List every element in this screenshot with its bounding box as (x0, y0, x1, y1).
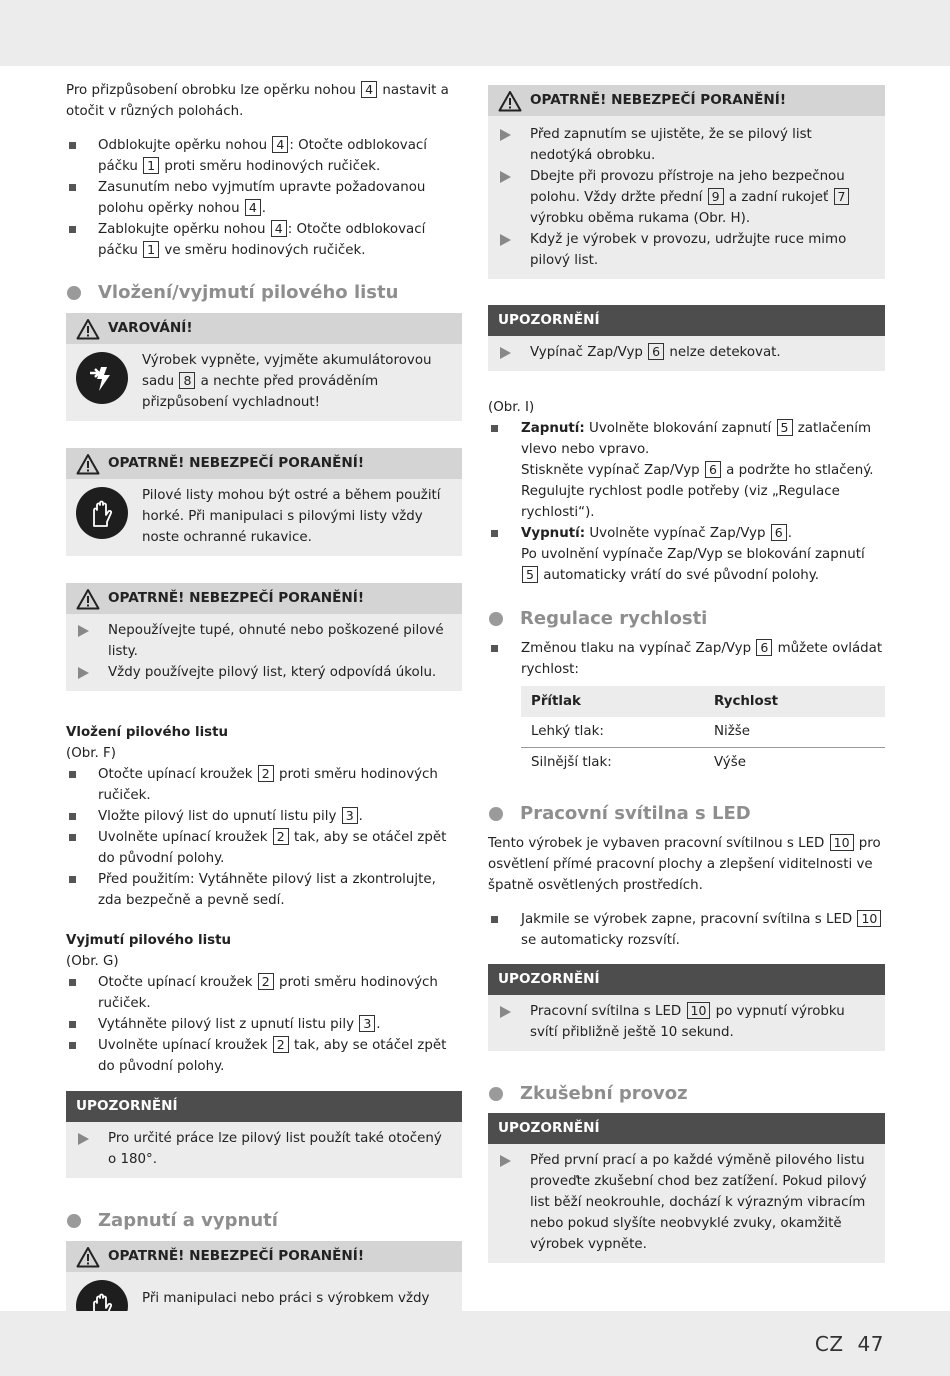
caution-box (488, 85, 885, 279)
ref-number: 4 (361, 81, 377, 98)
item-text: : Otočte odblokovací páčku (98, 138, 427, 174)
item-text: . (376, 1017, 381, 1032)
ref-number: 1 (143, 157, 159, 174)
item-text: automaticky vrátí do své původní polohy. (543, 568, 820, 583)
intro-text-b: nastavit a otočit v různých polohách. (66, 83, 449, 119)
caution-title: OPATRNĚ! NEBEZPEČÍ PORANĚNÍ! (108, 1248, 365, 1264)
list-item (498, 166, 875, 229)
caution-header (66, 583, 462, 614)
top-band (0, 0, 950, 66)
note-body (488, 995, 885, 1051)
item-text: Otočte upínací kroužek (98, 975, 253, 990)
table-row (521, 717, 885, 747)
warning-title: VAROVÁNÍ! (108, 320, 193, 336)
list-item: Pro určité práce lze pilový list použít také otočený o 180°. (76, 1128, 452, 1170)
figure-ref: (Obr. I) (488, 400, 535, 415)
item-text: proti směru hodinových ručiček. (98, 767, 438, 803)
list-item: Vždy používejte pilový list, který odpovídá úkolu. (76, 662, 452, 683)
warning-text-a: Výrobek vypněte, vyjměte akumulátorovou sadu (142, 353, 432, 389)
caution-body (66, 479, 462, 556)
caution-box (66, 448, 462, 556)
ref-number: 5 (777, 419, 793, 436)
column-header: Rychlost (704, 686, 885, 717)
page-number: 47 (857, 1332, 884, 1356)
page-footer (815, 1332, 884, 1356)
item-text: proti směru hodinových ručiček. (98, 975, 438, 1011)
language-code: CZ (814, 1332, 844, 1356)
list-item (498, 342, 875, 363)
list-item (66, 219, 462, 261)
item-text: Uvolněte upínací kroužek (98, 830, 268, 845)
ref-number: 4 (272, 136, 288, 153)
note-box (488, 305, 885, 371)
insert-blade-section (66, 722, 462, 911)
section-heading: Pracovní svítilna s LED (488, 802, 885, 826)
remove-battery-icon (76, 352, 128, 404)
ref-number: 6 (756, 639, 772, 656)
item-text: Vytáhněte pilový list z upnutí listu pily (98, 1017, 355, 1032)
ref-number: 10 (830, 834, 854, 851)
ref-number: 6 (648, 343, 664, 360)
list-item: Před zapnutím se ujistěte, že se pilový list nedotýká obrobku. (498, 124, 875, 166)
remove-blade-section (66, 930, 462, 1077)
item-text: Vložte pilový list do upnutí listu pily (98, 809, 337, 824)
table-row (521, 747, 885, 777)
speed-table (521, 686, 885, 777)
gloves-icon (76, 487, 128, 539)
item-text: proti směru hodinových ručiček. (164, 159, 381, 174)
table-cell: Výše (714, 754, 746, 770)
item-text: výrobku oběma rukama (Obr. H). (530, 211, 751, 226)
warning-header (66, 313, 462, 344)
item-text: tak, aby se otáčel zpět do původní polohy. (98, 830, 447, 866)
figure-ref: (Obr. G) (66, 954, 119, 969)
ref-number: 1 (143, 241, 159, 258)
item-text: Tento výrobek je vybaven pracovní svítilnou s LED (488, 836, 825, 851)
ref-number: 3 (359, 1015, 375, 1032)
table-cell: Nižše (704, 717, 885, 747)
warning-triangle-icon (76, 318, 100, 340)
item-text: Pracovní svítilna s LED (530, 1004, 682, 1019)
item-text: Dbejte při provozu přístroje na jeho bezpečnou polohu. Vždy držte přední (530, 169, 845, 205)
item-label: Zapnutí: (521, 421, 585, 436)
warning-box (66, 313, 462, 421)
note-box (488, 964, 885, 1051)
caution-text: Při manipulaci nebo práci s výrobkem vždy (142, 1291, 430, 1306)
warning-triangle-icon (76, 588, 100, 610)
item-text: . (787, 526, 792, 541)
note-header: UPOZORNĚNÍ (488, 1113, 885, 1144)
caution-title: OPATRNĚ! NEBEZPEČÍ PORANĚNÍ! (530, 92, 787, 108)
caution-box (66, 583, 462, 691)
list-item (66, 869, 462, 911)
item-text: Uvolněte upínací kroužek (98, 1038, 268, 1053)
ref-number: 10 (857, 910, 881, 927)
warning-triangle-icon (76, 1246, 100, 1268)
item-text: tak, aby se otáčel zpět do původní polohy. (98, 1038, 447, 1074)
ref-number: 9 (708, 188, 724, 205)
list-item (66, 1014, 462, 1035)
warning-triangle-icon (76, 453, 100, 475)
section-heading: Regulace rychlosti (488, 607, 885, 631)
item-text: Zablokujte opěrku nohou (98, 222, 266, 237)
item-text: a podržte ho stlačený. (726, 463, 874, 478)
caution-header (488, 85, 885, 116)
item-text: nelze detekovat. (669, 345, 781, 360)
item-text: Uvolněte blokování zapnutí (589, 421, 772, 436)
item-text: Odblokujte opěrku nohou (98, 138, 268, 153)
ref-number: 8 (179, 372, 195, 389)
ref-number: 4 (271, 220, 287, 237)
list-item: Když je výrobek v provozu, udržujte ruce mimo pilový list. (498, 229, 875, 271)
ref-number: 2 (273, 828, 289, 845)
list-item (66, 827, 462, 869)
caution-header (66, 1241, 462, 1272)
item-text: pro osvětlení přímé pracovní plochy a zlepšení viditelnosti ve špatně osvětlených prostředích. (488, 836, 881, 893)
table-cell: Lehký tlak: (521, 717, 704, 747)
note-body (488, 1144, 885, 1263)
item-text: Regulujte rychlost podle potřeby (viz „Regulace rychlosti“). (521, 484, 840, 520)
ref-number: 2 (258, 765, 274, 782)
left-column (66, 80, 462, 1340)
item-text: Uvolněte vypínač Zap/Vyp (589, 526, 766, 541)
item-label: Vypnutí: (521, 526, 586, 541)
note-header: UPOZORNĚNÍ (488, 305, 885, 336)
list-item-switch-off (488, 523, 885, 586)
item-text: Změnou tlaku na vypínač Zap/Vyp (521, 641, 752, 656)
item-text: Jakmile se výrobek zapne, pracovní svítilna s LED (521, 912, 853, 927)
ref-number: 7 (834, 188, 850, 205)
section-heading: Zapnutí a vypnutí (66, 1209, 462, 1233)
list-item (66, 764, 462, 806)
led-intro-paragraph (488, 833, 885, 896)
ref-number: 6 (771, 524, 787, 541)
list-item (66, 972, 462, 1014)
note-box (66, 1091, 462, 1178)
intro-text-a: Pro přizpůsobení obrobku lze opěrku nohou (66, 83, 356, 98)
caution-body (66, 614, 462, 691)
item-text: : Otočte odblokovací páčku (98, 222, 426, 258)
bottom-band (0, 1311, 950, 1376)
item-text: Otočte upínací kroužek (98, 767, 253, 782)
note-header: UPOZORNĚNÍ (488, 964, 885, 995)
section-heading: Zkušební provoz (488, 1082, 885, 1106)
list-item (66, 135, 462, 177)
item-text: Před použitím: Vytáhněte pilový list a zkontrolujte, zda bezpečně a pevně sedí. (98, 872, 436, 908)
ref-number: 2 (273, 1036, 289, 1053)
list-item (488, 909, 885, 951)
list-item: Nepoužívejte tupé, ohnuté nebo poškozené pilové listy. (76, 620, 452, 662)
ref-number: 10 (687, 1002, 711, 1019)
caution-text: Pilové listy mohou být ostré a během použití horké. Při manipulaci s pilovými listy vždy noste ochranné rukavice. (142, 488, 441, 545)
table-header-row (521, 686, 885, 717)
ref-number: 4 (245, 199, 261, 216)
item-text: Stiskněte vypínač Zap/Vyp (521, 463, 700, 478)
subheading: Vložení pilového listu (66, 725, 229, 740)
item-text: Zasunutím nebo vyjmutím upravte požadovanou polohu opěrky nohou (98, 180, 426, 216)
subheading: Vyjmutí pilového listu (66, 933, 232, 948)
note-header: UPOZORNĚNÍ (66, 1091, 462, 1122)
foot-rest-bullets (66, 135, 462, 261)
item-text: se automaticky rozsvítí. (521, 933, 680, 948)
warning-text (128, 350, 452, 413)
warning-triangle-icon (498, 90, 522, 112)
list-item (66, 177, 462, 219)
ref-number: 5 (522, 566, 538, 583)
item-text: Vypínač Zap/Vyp (530, 345, 643, 360)
column-header: Přítlak (521, 686, 704, 717)
list-item: Před první prací a po každé výměně pilového listu proveďte zkušební chod bez zatížení. Pokud pilový list běží neokrouhle, dochází k výrazným vibracím nebo pokud slyšíte neobvyklé zvuky, okamžitě výrobek vypněte. (498, 1150, 875, 1255)
item-text: ve směru hodinových ručiček. (164, 243, 366, 258)
note-box (488, 1113, 885, 1263)
warning-text-b: a nechte před prováděním přizpůsobení vychladnout! (142, 374, 379, 410)
caution-header (66, 448, 462, 479)
note-body (66, 1122, 462, 1178)
figure-ref: (Obr. F) (66, 746, 116, 761)
table-cell: Silnější tlak: (531, 754, 612, 770)
intro-paragraph (66, 80, 462, 122)
ref-number: 3 (342, 807, 358, 824)
ref-number: 2 (258, 973, 274, 990)
list-item (498, 1001, 875, 1043)
list-item-switch-on (488, 418, 885, 523)
item-text: . (358, 809, 363, 824)
caution-body (488, 116, 885, 279)
list-item (66, 806, 462, 827)
item-text: a zadní rukojeť (728, 190, 829, 205)
item-text: . (261, 201, 267, 216)
warning-body (66, 344, 462, 421)
item-text: po vypnutí výrobku svítí přibližně ještě 10 sekund. (530, 1004, 845, 1040)
list-item (488, 638, 885, 680)
item-text: Po uvolnění vypínače Zap/Vyp se blokování zapnutí (521, 547, 865, 562)
section-heading: Vložení/vyjmutí pilového listu (66, 281, 462, 305)
item-text: zatlačením vlevo nebo vpravo. (521, 421, 872, 457)
item-text: můžete ovládat rychlost: (521, 641, 883, 677)
note-body (488, 336, 885, 371)
right-column (488, 85, 885, 1263)
caution-title: OPATRNĚ! NEBEZPEČÍ PORANĚNÍ! (108, 590, 365, 606)
ref-number: 6 (705, 461, 721, 478)
caution-title: OPATRNĚ! NEBEZPEČÍ PORANĚNÍ! (108, 455, 365, 471)
list-item (66, 1035, 462, 1077)
